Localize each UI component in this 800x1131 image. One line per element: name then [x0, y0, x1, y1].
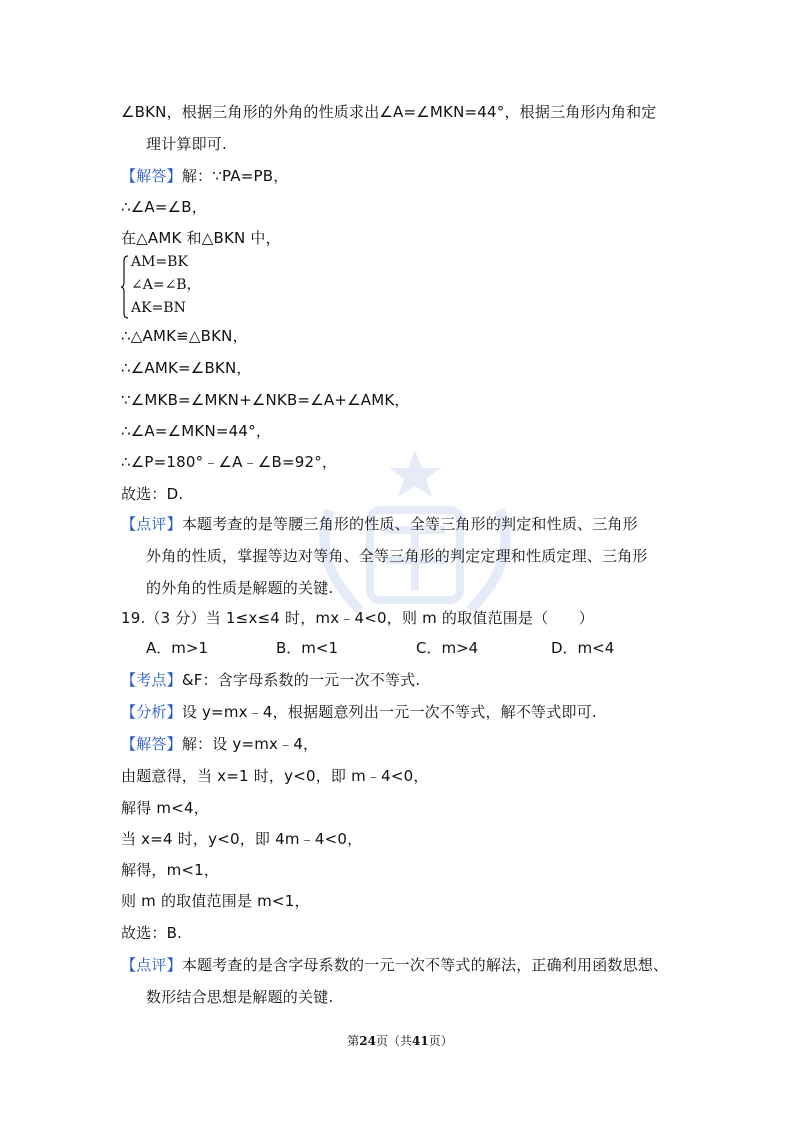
- dianping-text: 本题考查的是含字母系数的一元一次不等式的解法，正确利用函数思想、: [181, 956, 669, 974]
- text-line: ∴∠AMK=∠BKN，: [121, 359, 252, 377]
- comment-tag: 【点评】: [121, 515, 182, 533]
- kaodian-line: [121, 670, 420, 690]
- footer-page-number: 24: [359, 1034, 376, 1048]
- option-a: A．m>1: [146, 639, 208, 657]
- dianping-line: [121, 955, 668, 975]
- jieda-line: [121, 734, 318, 754]
- equation-row: AK=BN: [131, 300, 186, 316]
- text-line: ∵∠MKB=∠MKN+∠NKB=∠A+∠AMK，: [121, 391, 410, 409]
- comment-text: 本题考查的是等腰三角形的性质、全等三角形的判定和性质、三角形: [181, 515, 638, 533]
- text-line: 的外角的性质是解题的关键.: [146, 579, 334, 597]
- text-line: ∠BKN，根据三角形的外角的性质求出∠A=∠MKN=44°，根据三角形内角和定: [121, 103, 657, 121]
- jieda-text: 解：设 y=mx﹣4，: [181, 735, 319, 753]
- comment-line: [121, 514, 638, 534]
- text-line: 故选：D.: [121, 485, 184, 503]
- answer-text: 解：∵PA=PB，: [181, 167, 289, 185]
- equation-row: ∠A=∠B，: [131, 277, 201, 293]
- kaodian-tag: 【考点】: [121, 671, 182, 689]
- footer-suffix: 页）: [428, 1034, 453, 1048]
- answer-line: [121, 166, 288, 186]
- option-c: C．m>4: [416, 639, 479, 657]
- kaodian-text: &F：含字母系数的一元一次不等式.: [181, 671, 421, 689]
- text-line: 外角的性质，掌握等边对等角、全等三角形的判定定理和性质定理、三角形: [146, 547, 648, 565]
- text-line: 则 m 的取值范围是 m<1，: [121, 892, 310, 910]
- jieda-tag: 【解答】: [121, 735, 182, 753]
- fenxi-line: [121, 702, 597, 722]
- footer-total-pages: 41: [412, 1034, 429, 1048]
- text-line: ∴△AMK≌△BKN，: [121, 327, 248, 345]
- text-line: 当 x=4 时，y<0，即 4m﹣4<0，: [121, 830, 363, 848]
- question-19: 19.（3 分）当 1≤x≤4 时，mx﹣4<0，则 m 的取值范围是（ ）: [121, 609, 594, 627]
- left-brace-icon: [121, 255, 129, 319]
- text-line: 故选：B.: [121, 924, 183, 942]
- option-b: B．m<1: [276, 639, 339, 657]
- text-line: 解得 m<4，: [121, 799, 209, 817]
- text-line: 解得，m<1，: [121, 861, 220, 879]
- text-line: 理计算即可.: [146, 135, 227, 153]
- dianping-tag: 【点评】: [121, 956, 182, 974]
- fenxi-text: 设 y=mx﹣4，根据题意列出一元一次不等式，解不等式即可.: [181, 703, 597, 721]
- page-footer: [0, 1032, 800, 1049]
- equation-system: [121, 253, 321, 321]
- text-line: 由题意得，当 x=1 时，y<0，即 m﹣4<0，: [121, 767, 429, 785]
- text-line: 在△AMK 和△BKN 中，: [121, 229, 281, 247]
- text-line: ∴∠A=∠MKN=44°，: [121, 422, 272, 440]
- equation-row: AM=BK: [131, 254, 188, 270]
- text-line: ∴∠A=∠B，: [121, 198, 207, 216]
- footer-mid: 页（共: [375, 1034, 412, 1048]
- fenxi-tag: 【分析】: [121, 703, 182, 721]
- text-line: ∴∠P=180°﹣∠A﹣∠B=92°，: [121, 453, 338, 471]
- option-d: D．m<4: [551, 639, 615, 657]
- answer-tag: 【解答】: [121, 167, 182, 185]
- text-line: 数形结合思想是解题的关键.: [146, 988, 334, 1006]
- footer-prefix: 第: [347, 1034, 360, 1048]
